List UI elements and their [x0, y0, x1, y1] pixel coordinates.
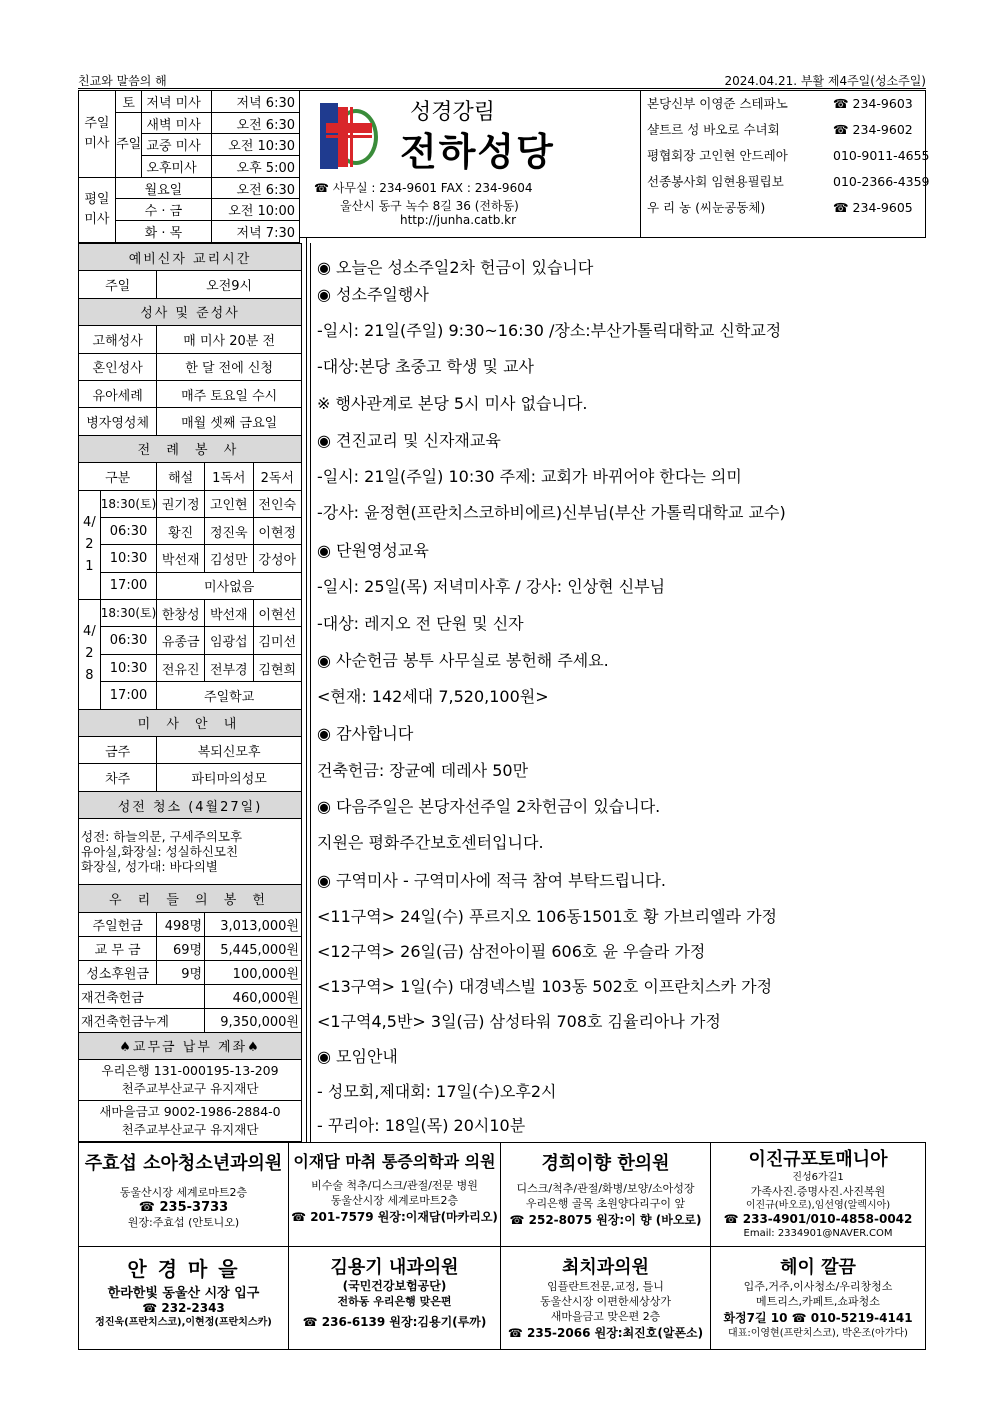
contact-row: 본당신부 이영준 스테파노 ☎ 234-9603: [647, 96, 913, 111]
notice-line: ◉ 단원영성교육: [317, 541, 429, 560]
notice-line: -일시: 21일(주일) 9:30~16:30 /장소:부산가톨릭대학교 신학교정: [317, 321, 782, 340]
mass-guide-head: 미 사 안 내: [79, 709, 302, 736]
liturgy-col: 구분: [79, 463, 157, 490]
ad-cleaning-service: 헤이 깔끔 입주,거주,이사청소/우리창청소 메트리스,카페트,쇼파청소 화정7길 10 ☎ 010-5219-4141 대표:이영현(프란치스코), 박온조(아가다): [723, 1257, 913, 1339]
contact-row: 우 리 농 (씨눈공동체) ☎ 234-9605: [647, 200, 913, 215]
cleaning-list: 성전: 하늘의문, 구세주의모후 유아실,화장실: 성실하신모친 화장실, 성가대: 바다의별: [79, 819, 302, 885]
account-head: ♠교무금 납부 계좌♠: [79, 1032, 302, 1059]
liturgy-time: 17:00: [100, 572, 157, 599]
liturgy-cell: 전인숙: [253, 490, 301, 517]
notice-line: -일시: 21일(주일) 10:30 주제: 교회가 바뀌어야 한다는 의미: [317, 467, 742, 486]
liturgy-cell: 김현희: [253, 654, 301, 681]
building-total-amount: 9,350,000원: [205, 1008, 302, 1032]
guide-value: 복되신모후: [157, 737, 302, 764]
notice-line: <12구역> 26일(금) 삼전아이필 606호 윤 우슬라 가정: [317, 942, 706, 961]
mass-name: 교중 미사: [142, 134, 212, 156]
liturgy-time: 10:30: [100, 654, 157, 681]
mass-time: 오후 5:00: [211, 156, 299, 178]
weekday-mass-label: 평일미사: [79, 177, 116, 242]
liturgy-cell: 한창성: [157, 600, 205, 627]
contact-row: 샬트르 성 바오로 수녀회 ☎ 234-9602: [647, 122, 913, 137]
liturgy-cell: 황진: [157, 517, 205, 544]
contact-row: 평협회장 고인현 안드레아 010-9011-4655: [647, 148, 930, 163]
liturgy-cell: 김성만: [205, 545, 253, 572]
notice-line: 건축헌금: 장균예 데레사 50만: [317, 761, 529, 780]
ad-pediatrics: 주효섭 소아청소년과의원 동울산시장 세계로마트2층 ☎ 235-3733 원장:주효섭 (안토니오): [79, 1143, 289, 1247]
liturgy-time: 18:30(토): [100, 490, 157, 517]
liturgy-cell: 전유진: [157, 654, 205, 681]
offering-key: 교 무 금: [79, 936, 157, 960]
notice-line: ◉ 사순헌금 봉투 사무실로 봉헌해 주세요.: [317, 651, 609, 670]
office-phone: ☎ 사무실 : 234-9601 FAX : 234-9604: [314, 181, 533, 195]
liturgy-note: 미사없음: [157, 572, 302, 599]
notice-line: -일시: 25일(목) 저녁미사후 / 강사: 인상현 신부님: [317, 577, 666, 596]
liturgy-cell: 이현정: [253, 517, 301, 544]
offering-count: 69명: [157, 936, 205, 960]
offering-key: 성소후원금: [79, 960, 157, 984]
bank-account: 새마을금고 9002-1986-2884-0 천주교부산교구 유지재단: [79, 1100, 302, 1141]
notice-line: -대상:본당 초중고 학생 및 교사: [317, 357, 534, 376]
divider: [78, 88, 926, 89]
building-amount: 460,000원: [205, 984, 302, 1008]
notice-line: ◉ 감사합니다: [317, 724, 414, 743]
notice-line: ◉ 견진교리 및 신자재교육: [317, 431, 501, 450]
sacrament-name: 병자영성체: [79, 408, 157, 435]
notice-line: - 꾸리아: 18일(목) 20시10분: [317, 1116, 526, 1135]
offering-count: 498명: [157, 912, 205, 936]
mass-name: 저녁 미사: [142, 91, 212, 113]
weekday-time: 오전 10:00: [211, 199, 299, 221]
mass-time: 저녁 6:30: [211, 91, 299, 113]
saturday-label: 토: [115, 91, 142, 113]
title-small: 성경강림: [410, 100, 496, 125]
offering-key: 주일헌금: [79, 912, 157, 936]
parish-title: 전하성당: [400, 129, 555, 174]
mass-schedule-table: [78, 90, 300, 243]
parish-header: [300, 90, 640, 238]
offering-amount: 5,445,000원: [205, 936, 302, 960]
mass-name: 새벽 미사: [142, 112, 212, 134]
week-label: 4/28: [79, 600, 101, 710]
notice-line: -강사: 윤정현(프란치스코하비에르)신부님(부산 가톨릭대학교 교수): [317, 503, 786, 522]
bank-account: 우리은행 131-000195-13-209 천주교부산교구 유지재단: [79, 1059, 302, 1100]
liturgy-col: 2독서: [253, 463, 301, 490]
address: 울산시 동구 녹수 8길 36 (전하동): [340, 199, 519, 213]
liturgy-cell: 전부경: [205, 654, 253, 681]
catechumen-day: 주일: [79, 271, 157, 298]
contact-row: 선종봉사회 임현용필립보 010-2366-4359: [647, 174, 930, 189]
building-total-key: 재건축헌금누계: [79, 1008, 205, 1032]
liturgy-note: 주일학교: [157, 682, 302, 709]
notice-line: 지원은 평화주간보호센터입니다.: [317, 833, 544, 852]
website-link[interactable]: http://junha.catb.kr: [400, 213, 517, 227]
building-key: 재건축헌금: [79, 984, 205, 1008]
weekday-day: 월요일: [115, 177, 211, 199]
notice-line: - 성모회,제대회: 17일(수)오후2시: [317, 1082, 557, 1101]
week-label: 4/21: [79, 490, 101, 600]
weekday-day: 수 · 금: [115, 199, 211, 221]
ad-pain-clinic: 이재담 마취 통증의학과 의원 비수술 척추/디스크/관절/전문 병원 동울산시장 세계로마트2층 ☎ 201-7579 원장:이재담(마카리오): [289, 1143, 501, 1247]
liturgy-cell: 이현선: [253, 600, 301, 627]
liturgy-time: 06:30: [100, 517, 157, 544]
notice-line: -대상: 레지오 전 단원 및 신자: [317, 614, 524, 633]
guide-key: 차주: [79, 764, 157, 791]
weekday-time: 저녁 7:30: [211, 221, 299, 243]
ads-grid: [78, 1142, 926, 1350]
notice-line: ◉ 모임안내: [317, 1047, 398, 1066]
year-motto: 친교와 말씀의 해: [78, 74, 167, 88]
column-divider: [306, 238, 307, 1142]
weekday-time: 오전 6:30: [211, 177, 299, 199]
notice-line: ※ 행사관계로 본당 5시 미사 없습니다.: [317, 394, 588, 413]
notice-line: <13구역> 1일(수) 대경넥스빌 103동 502호 이프란치스카 가정: [317, 977, 773, 996]
notice-line: <현재: 142세대 7,520,100원>: [317, 687, 549, 706]
liturgy-time: 18:30(토): [100, 600, 157, 627]
notice-line: ◉ 성소주일행사: [317, 285, 429, 304]
mass-time: 오전 10:30: [211, 134, 299, 156]
liturgy-cell: 고인현: [205, 490, 253, 517]
liturgy-time: 10:30: [100, 545, 157, 572]
liturgy-time: 17:00: [100, 682, 157, 709]
liturgy-cell: 강성아: [253, 545, 301, 572]
notice-line: ◉ 구역미사 - 구역미사에 적극 참여 부탁드립니다.: [317, 871, 667, 890]
guide-value: 파티마의성모: [157, 764, 302, 791]
notice-line: <11구역> 24일(수) 푸르지오 106동1501호 황 가브리엘라 가정: [317, 907, 777, 926]
sacrament-info: 매 미사 20분 전: [157, 326, 302, 353]
sacrament-info: 한 달 전에 신청: [157, 353, 302, 380]
sacrament-name: 유아세례: [79, 380, 157, 407]
liturgy-cell: 김미선: [253, 627, 301, 654]
guide-key: 금주: [79, 737, 157, 764]
offering-amount: 3,013,000원: [205, 912, 302, 936]
liturgy-cell: 박선재: [157, 545, 205, 572]
liturgy-col: 1독서: [205, 463, 253, 490]
sacrament-name: 혼인성사: [79, 353, 157, 380]
liturgy-col: 해설: [157, 463, 205, 490]
offering-amount: 100,000원: [205, 960, 302, 984]
offering-head: 우 리 들 의 봉 헌: [79, 885, 302, 912]
ad-photo-studio: 이진규포토매니아 진성6가길1 가족사진.증명사진.사진복원 이진규(바오로),임선영(알렉시아) ☎ 233-4901/010-4858-0042 Email: 2334901@NAVER.COM: [711, 1143, 925, 1247]
contacts-box: [640, 90, 930, 238]
catechumen-head: 예비신자 교리시간: [79, 244, 302, 271]
sunday-day-label: 주일: [115, 112, 142, 177]
parish-logo: [320, 101, 380, 169]
notice-line: ◉ 오늘은 성소주일2차 헌금이 있습니다: [317, 258, 594, 277]
ad-oriental-clinic: 경희이향 한의원 디스크/척추/관절/화병/보양/소아성장 우리은행 골목 초원양다리구이 앞 ☎ 252-8075 원장:이 향 (바오로): [501, 1143, 711, 1247]
sacrament-name: 고해성사: [79, 326, 157, 353]
liturgy-time: 06:30: [100, 627, 157, 654]
bulletin-date: 2024.04.21. 부활 제4주일(성소주일): [724, 74, 926, 88]
sunday-mass-label: 주일미사: [79, 91, 116, 178]
liturgy-cell: 박선재: [205, 600, 253, 627]
sacrament-info: 매주 토요일 수시: [157, 380, 302, 407]
weekday-day: 화 · 목: [115, 221, 211, 243]
notice-line: ◉ 다음주일은 본당자선주일 2차헌금이 있습니다.: [317, 797, 661, 816]
liturgy-cell: 권기정: [157, 490, 205, 517]
notices-area: [310, 243, 926, 1143]
notice-line: <1구역4,5반> 3일(금) 삼성타워 708호 김율리아나 가정: [317, 1012, 721, 1031]
ad-optician: 안 경 마 을 한라한빛 동울산 시장 입구 ☎ 232-2343 정진욱(프란치스코),이현정(프란치스카): [79, 1247, 289, 1349]
side-info-table: [78, 243, 302, 1142]
liturgy-head: 전 례 봉 사: [79, 435, 302, 462]
liturgy-cell: 유종금: [157, 627, 205, 654]
sacrament-head: 성사 및 준성사: [79, 298, 302, 325]
ad-dental-clinic: 최치과의원 임플란트전문,교정, 틀니 동울산시장 이편한세상상가 새마을금고 맞은편 2층 ☎ 235-2066 원장:최진호(알폰소): [501, 1247, 711, 1349]
cleaning-head: 성전 청소 (4월27일): [79, 791, 302, 818]
liturgy-cell: 임광섭: [205, 627, 253, 654]
ad-internal-medicine: 김용기 내과의원 (국민건강보험공단) 전하동 우리은행 맞은편 ☎ 236-6139 원장:김용기(루까): [289, 1247, 501, 1349]
mass-time: 오전 6:30: [211, 112, 299, 134]
catechumen-time: 오전9시: [157, 271, 302, 298]
sacrament-info: 매월 셋째 금요일: [157, 408, 302, 435]
mass-name: 오후미사: [142, 156, 212, 178]
offering-count: 9명: [157, 960, 205, 984]
liturgy-cell: 정진욱: [205, 517, 253, 544]
